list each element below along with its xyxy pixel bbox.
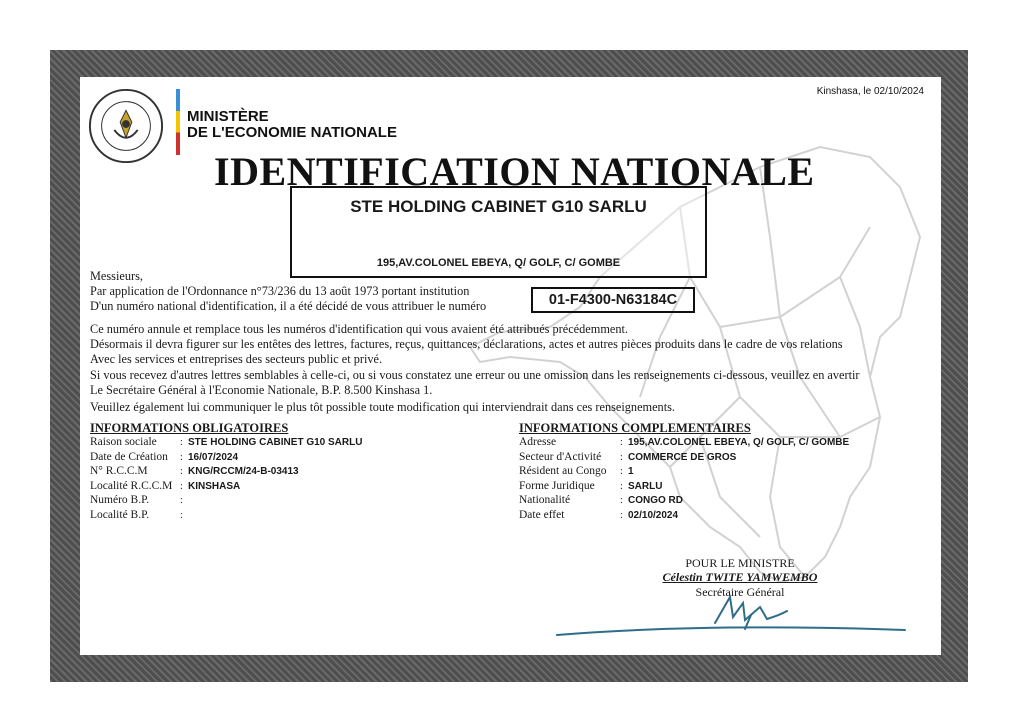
obligatoires-colon: : — [180, 480, 183, 492]
government-seal-icon — [87, 87, 165, 165]
body-para-1: Ce numéro annule et remplace tous les numéros d'identification qui vous avaient été attribués précédemment. — [90, 322, 628, 336]
obligatoires-value: STE HOLDING CABINET G10 SARLU — [188, 437, 363, 448]
complementaires-label: Adresse — [519, 436, 557, 448]
obligatoires-heading: INFORMATIONS OBLIGATOIRES — [90, 421, 289, 435]
complementaires-value: CONGO RD — [628, 495, 683, 506]
obligatoires-label: Localité B.P. — [90, 508, 150, 521]
company-box — [290, 186, 707, 278]
ministry-name — [187, 109, 397, 141]
signatory-name: Célestin TWITE YAMWEMBO — [662, 570, 818, 584]
complementaires-label: Résident au Congo — [519, 465, 607, 477]
body-para-5: Le Secrétaire Général à l'Economie Nationale, B.P. 8.500 Kinshasa 1. — [90, 383, 433, 397]
obligatoires-label: Date de Création — [90, 450, 168, 463]
complementaires-value: 1 — [628, 466, 634, 477]
complementaires-label: Date effet — [519, 508, 565, 521]
obligatoires-colon: : — [180, 495, 183, 506]
document-title: IDENTIFICATION NATIONALE — [214, 149, 815, 194]
flag-color-bar — [176, 89, 180, 155]
obligatoires-value: KNG/RCCM/24-B-03413 — [188, 466, 299, 477]
ministry-line-1: MINISTÈRE — [187, 108, 269, 125]
body-para-3: Avec les services et entreprises des secteurs public et privé. — [90, 352, 383, 366]
company-name: STE HOLDING CABINET G10 SARLU — [350, 197, 647, 216]
signatory-role: Secrétaire Général — [695, 585, 785, 599]
issue-date: Kinshasa, le 02/10/2024 — [816, 86, 924, 97]
complementaires-label: Forme Juridique — [519, 479, 595, 492]
complementaires-value: COMMERCE DE GROS — [628, 451, 737, 463]
complementaires-colon: : — [620, 509, 623, 521]
body-line-2: D'un numéro national d'identification, il a été décidé de vous attribuer le numéro — [90, 299, 487, 313]
complementaires-label: Nationalité — [519, 494, 571, 506]
obligatoires-label: Numéro B.P. — [90, 494, 150, 506]
body-line-1: Par application de l'Ordonnance n°73/236 du 13 août 1973 portant institution — [90, 284, 470, 298]
complementaires-colon: : — [620, 437, 623, 448]
identification-number: 01-F4300-N63184C — [531, 287, 695, 313]
signature-for-minister: POUR LE MINISTRE — [685, 556, 795, 570]
complementaires-value: 195,AV.COLONEL EBEYA, Q/ GOLF, C/ GOMBE — [628, 437, 850, 448]
obligatoires-colon: : — [180, 437, 183, 448]
complementaires-label: Secteur d'Activité — [519, 450, 602, 463]
obligatoires-label: N° R.C.C.M — [90, 465, 148, 477]
complementaires-colon: : — [620, 495, 623, 506]
obligatoires-label: Localité R.C.C.M — [90, 479, 173, 492]
obligatoires-value: 16/07/2024 — [188, 451, 239, 463]
complementaires-colon: : — [620, 451, 623, 463]
body-para-4: Si vous recevez d'autres lettres semblables à celle-ci, ou si vous constatez une erreur ou une omission dans les renseignements ci-dessous, veuillez en avertir — [90, 368, 860, 382]
obligatoires-colon: : — [180, 509, 183, 521]
body-para-6: Veuillez également lui communiquer le plus tôt possible toute modification qui interviendrait dans ces renseignements. — [90, 400, 675, 414]
complementaires-colon: : — [620, 466, 623, 477]
obligatoires-colon: : — [180, 451, 183, 463]
obligatoires-value: KINSHASA — [188, 480, 241, 492]
handwritten-signature — [555, 585, 910, 640]
body-para-2: Désormais il devra figurer sur les entêtes des lettres, factures, reçus, quittances, déclarations, actes et autres pièces produits dans le cadre de vos relations — [90, 337, 843, 351]
obligatoires-colon: : — [180, 466, 183, 477]
complementaires-value: SARLU — [628, 480, 663, 492]
complementaires-heading: INFORMATIONS COMPLEMENTAIRES — [519, 421, 751, 435]
company-address: 195,AV.COLONEL EBEYA, Q/ GOLF, C/ GOMBE — [376, 257, 621, 269]
complementaires-value: 02/10/2024 — [628, 509, 679, 521]
salutation: Messieurs, — [90, 269, 143, 283]
complementaires-colon: : — [620, 480, 623, 492]
ministry-line-2: DE L'ECONOMIE NATIONALE — [187, 124, 397, 141]
obligatoires-label: Raison sociale — [90, 436, 157, 448]
